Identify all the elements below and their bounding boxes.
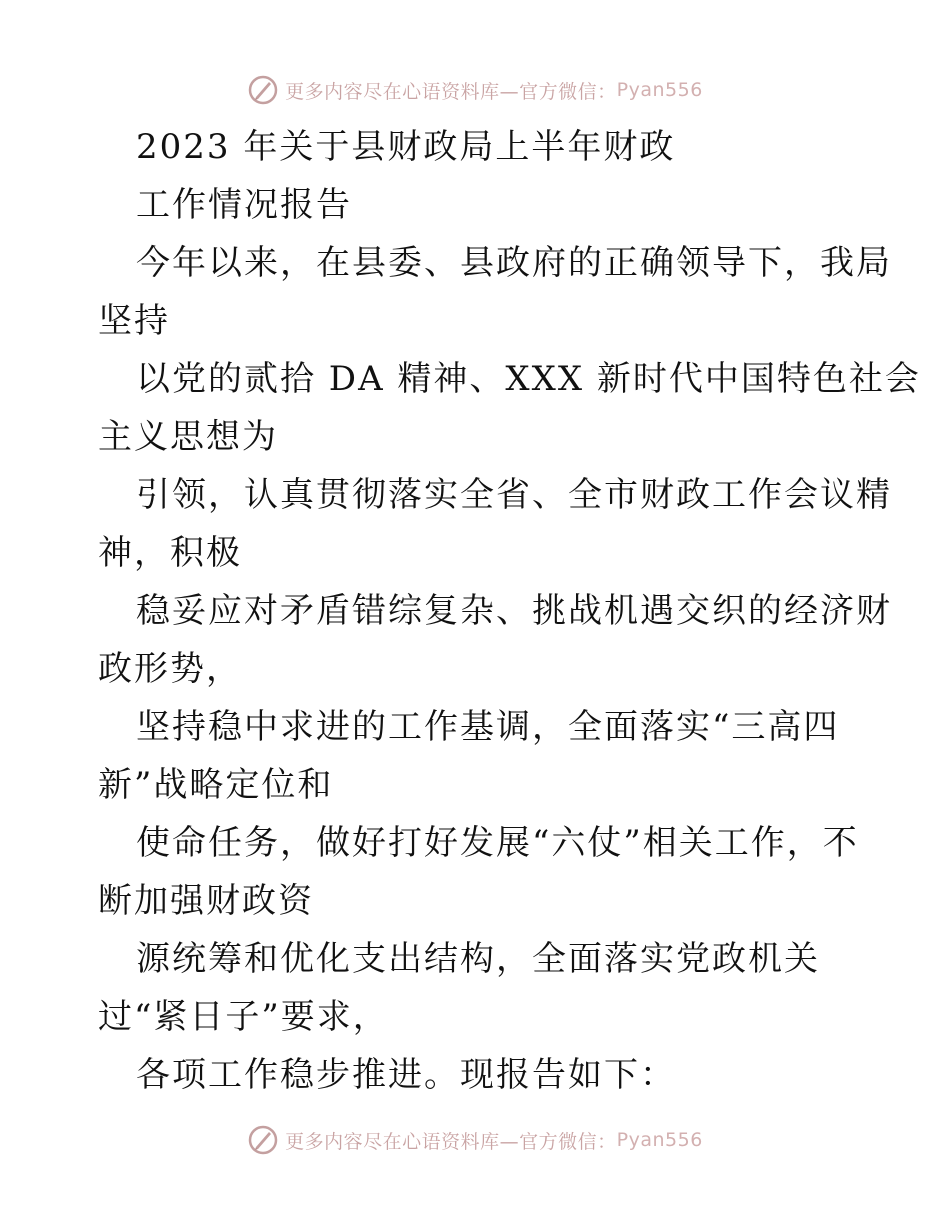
quill-circle-icon	[247, 1124, 279, 1156]
watermark-contact: Pyan556	[616, 1129, 703, 1151]
watermark-text: 更多内容尽在心语资料库—官方微信：	[285, 1130, 617, 1153]
quill-circle-icon	[247, 74, 279, 106]
paragraph-line: 坚持	[98, 301, 170, 341]
paragraph-line: 政形势，	[98, 649, 242, 689]
paragraph-line: 以党的贰拾 DA 精神、XXX 新时代中国特色社会	[136, 359, 921, 399]
paragraph-line: 坚持稳中求进的工作基调，全面落实“三高四	[136, 707, 840, 747]
paragraph-line: 断加强财政资	[98, 881, 314, 921]
document-title-line-1: 2023 年关于县财政局上半年财政	[136, 127, 676, 167]
document-body	[98, 118, 921, 1104]
paragraph-line: 今年以来，在县委、县政府的正确领导下，我局	[136, 243, 892, 283]
header-watermark	[0, 70, 950, 110]
paragraph-line: 过“紧日子”要求，	[98, 997, 389, 1037]
footer-watermark	[0, 1120, 950, 1160]
watermark-text: 更多内容尽在心语资料库—官方微信：	[285, 80, 617, 103]
paragraph-line: 使命任务，做好打好发展“六仗”相关工作，不	[136, 823, 859, 863]
paragraph-line: 各项工作稳步推进。现报告如下：	[136, 1055, 676, 1095]
paragraph-line: 新”战略定位和	[98, 765, 334, 805]
paragraph-line: 源统筹和优化支出结构，全面落实党政机关	[136, 939, 820, 979]
paragraph-line: 引领，认真贯彻落实全省、全市财政工作会议精	[136, 475, 892, 515]
watermark-contact: Pyan556	[616, 79, 703, 101]
paragraph-line: 稳妥应对矛盾错综复杂、挑战机遇交织的经济财	[136, 591, 892, 631]
document-title-line-2: 工作情况报告	[136, 185, 352, 225]
paragraph-line: 主义思想为	[98, 417, 278, 457]
paragraph-line: 神，积极	[98, 533, 242, 573]
